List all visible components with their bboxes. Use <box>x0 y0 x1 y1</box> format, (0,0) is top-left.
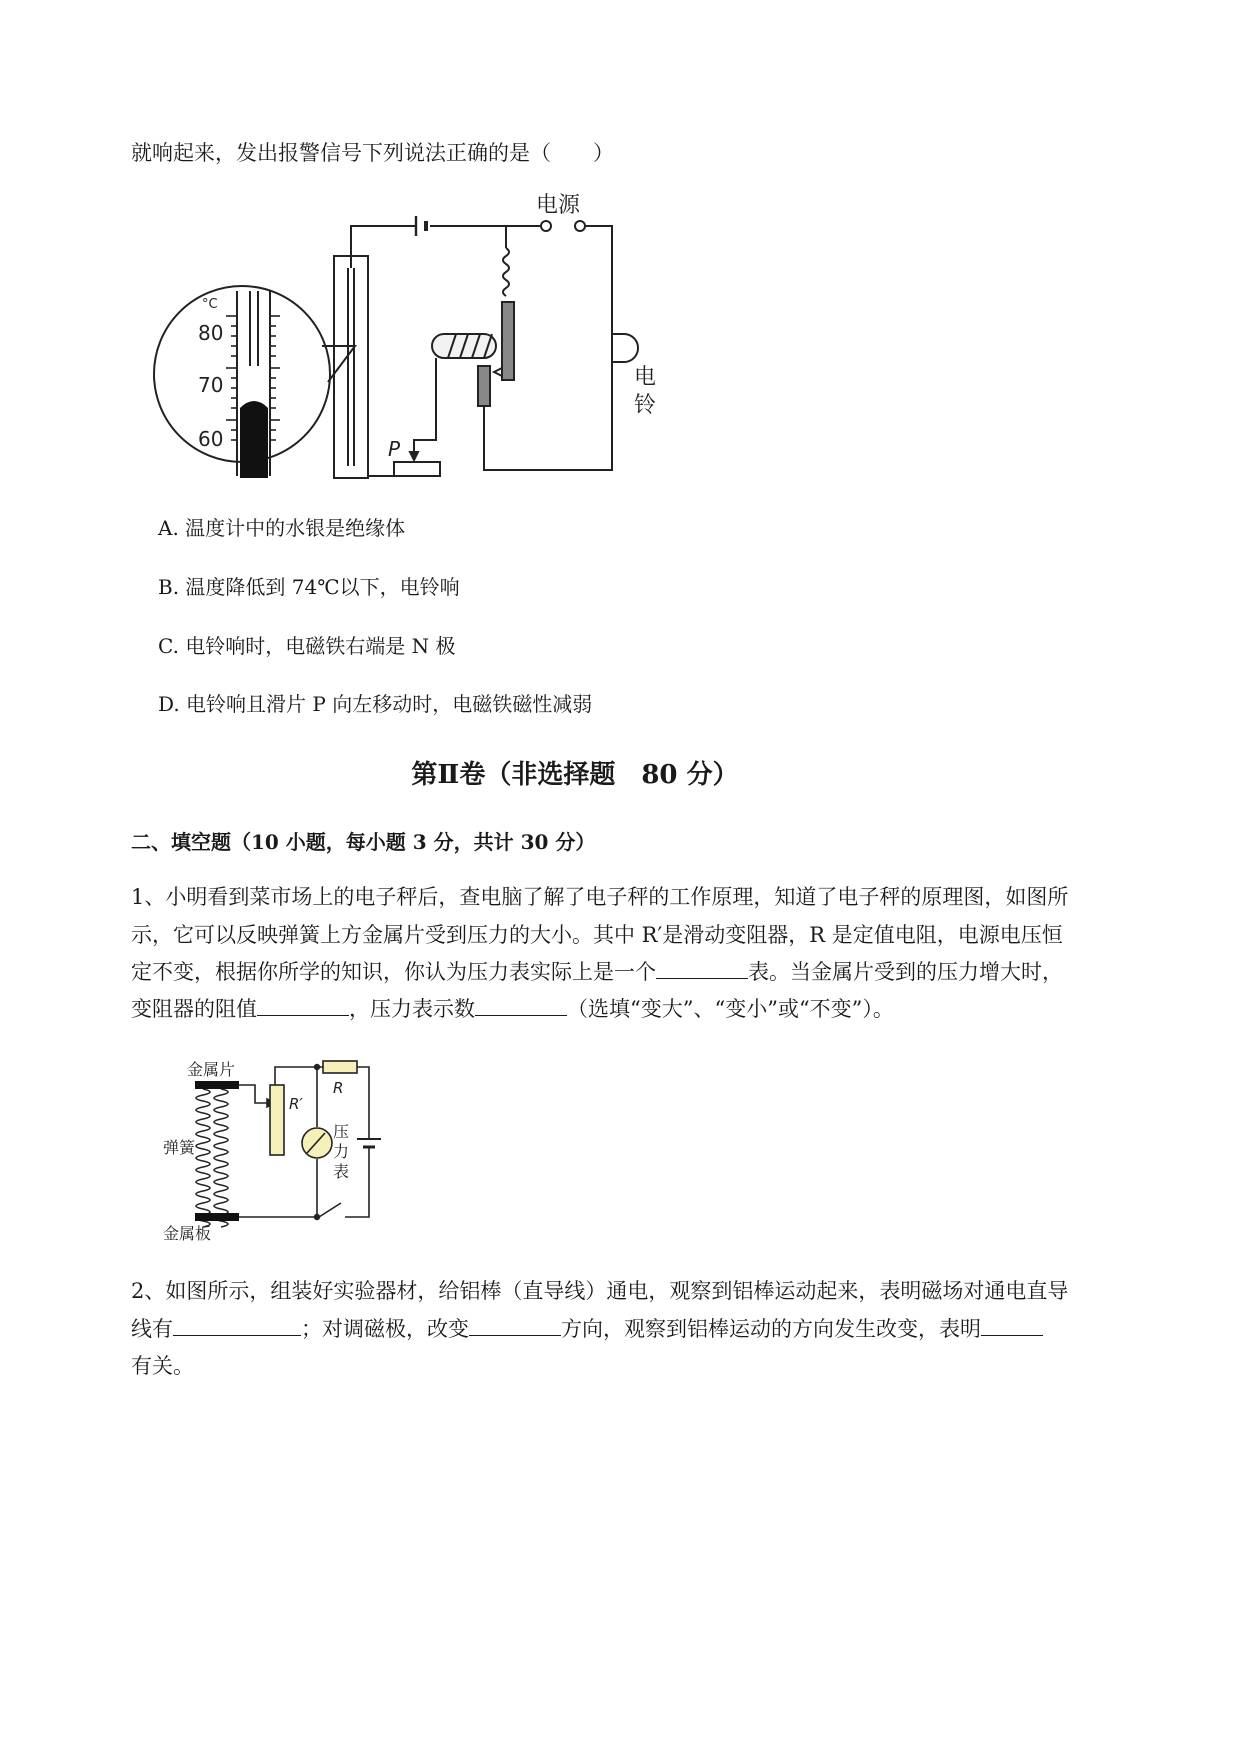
option-d <box>158 688 592 717</box>
q1-line-3-text-b: 表。当金属片受到的压力增大时， <box>748 960 1063 984</box>
q1-line-4-text-a: 变阻器的阻值 <box>131 997 257 1021</box>
rheostat-r-prime-label: R′ <box>289 1095 303 1113</box>
q2-line-3: 有关。 <box>131 1354 194 1378</box>
q1-line-1: 1、小明看到菜市场上的电子秤后，查电脑了解了电子秤的工作原理，知道了电子秤的原理图，如图所 <box>131 885 1069 909</box>
answer-blank[interactable] <box>257 991 349 1016</box>
option-letter: B. <box>158 575 180 599</box>
question-intro: 就响起来，发出报警信号下列说法正确的是（ ） <box>131 141 614 165</box>
power-source-label: 电源 <box>536 193 581 218</box>
resistor-r-label: R <box>333 1079 344 1097</box>
option-text: 电铃响时，电磁铁右端是 N 极 <box>185 634 456 658</box>
q1-line-3 <box>131 953 1063 991</box>
q1-line-4 <box>131 990 894 1028</box>
option-text: 温度计中的水银是绝缘体 <box>185 516 406 540</box>
bell-label-1: 电 <box>634 365 657 390</box>
electronic-scale-circuit-figure <box>155 1055 395 1245</box>
meter-label-3: 表 <box>333 1162 350 1181</box>
option-text: 电铃响且滑片 P 向左移动时，电磁铁磁性减弱 <box>186 692 593 716</box>
tick-label-60: 60 <box>198 427 224 451</box>
spring-label: 弹簧 <box>163 1138 196 1157</box>
q2-line-2 <box>131 1310 1043 1348</box>
option-letter: A. <box>158 516 179 540</box>
q2-line-2-text-c: 方向，观察到铝棒运动的方向发生改变，表明 <box>561 1317 981 1341</box>
tick-label-70: 70 <box>198 373 224 397</box>
part2-title: 第Ⅱ卷（非选择题 80 分） <box>411 760 739 790</box>
thermometer-unit-label: °C <box>202 297 218 312</box>
option-c <box>158 630 456 659</box>
answer-blank[interactable] <box>981 1311 1043 1336</box>
q1-line-4-text-c: （选填“变大”、“变小”或“不变”）。 <box>567 997 894 1021</box>
tick-label-80: 80 <box>198 321 224 345</box>
metal-plate-label: 金属板 <box>163 1224 212 1243</box>
q1-line-2: 示，它可以反映弹簧上方金属片受到压力的大小。其中 R′是滑动变阻器，R 是定值电阻，电源电压恒 <box>131 923 1063 947</box>
answer-blank[interactable] <box>469 1311 561 1336</box>
q1-line-4-text-b: ，压力表示数 <box>349 997 475 1021</box>
option-text: 温度降低到 74℃以下，电铃响 <box>185 575 460 599</box>
option-a <box>158 512 405 541</box>
answer-blank[interactable] <box>475 991 567 1016</box>
meter-label-1: 压 <box>333 1122 350 1141</box>
slider-p-label: P <box>388 437 401 461</box>
q1-line-3-text-a: 定不变，根据你所学的知识，你认为压力表实际上是一个 <box>131 960 656 984</box>
answer-blank[interactable] <box>173 1311 301 1336</box>
option-letter: D. <box>158 692 180 716</box>
q2-line-2-text-a: 线有 <box>131 1317 173 1341</box>
option-letter: C. <box>158 634 179 658</box>
q2-line-1: 2、如图所示，组装好实验器材，给铝棒（直导线）通电，观察到铝棒运动起来，表明磁场对通电直导 <box>131 1279 1069 1303</box>
q2-line-2-text-b: ；对调磁极，改变 <box>301 1317 469 1341</box>
metal-sheet-label: 金属片 <box>187 1060 236 1079</box>
option-b <box>158 571 460 600</box>
meter-label-2: 力 <box>333 1142 350 1161</box>
bell-label-2: 铃 <box>634 393 657 418</box>
answer-blank[interactable] <box>656 954 748 979</box>
section-heading: 二、填空题（10 小题，每小题 3 分，共计 30 分） <box>131 830 596 854</box>
thermometer-alarm-circuit-figure <box>150 186 670 486</box>
